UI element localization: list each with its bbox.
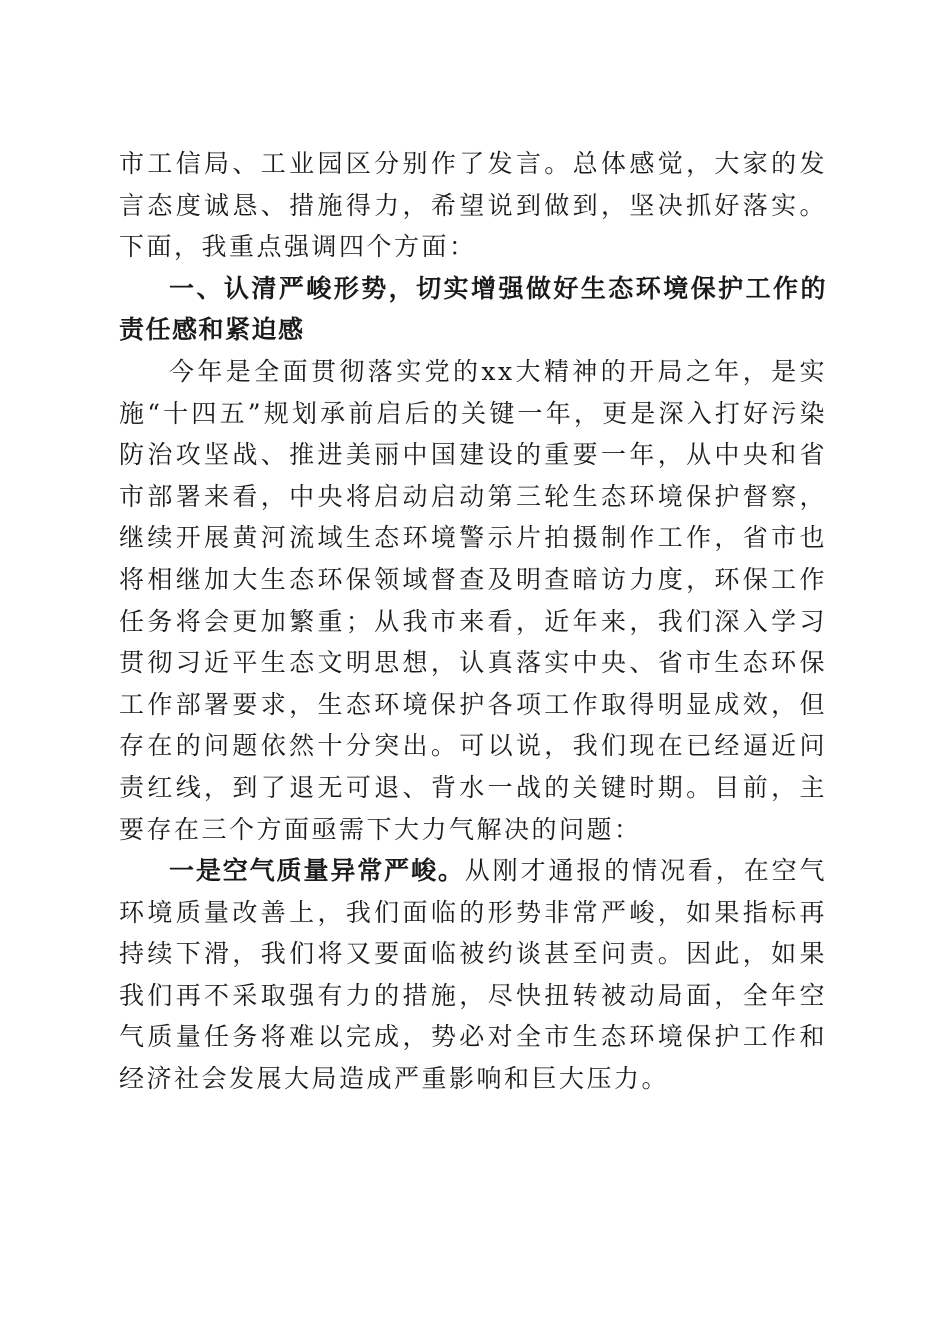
paragraph-opening: 市工信局、工业园区分别作了发言。总体感觉，大家的发言态度诚恳、措施得力，希望说到做到，坚决抓好落实。下面，我重点强调四个方面：: [119, 149, 827, 262]
paragraph-body-text: 从刚才通报的情况看，在空气环境质量改善上，我们面临的形势非常严峻，如果指标再持续下滑，我们将又要面临被约谈甚至问责。因此，如果我们再不采取强有力的措施，尽快扭转被动局面，全年空气质量任务将难以完成，势必对全市生态环境保护工作和经济社会发展大局造成严重影响和巨大压力。: [119, 856, 827, 1094]
document-body: [119, 143, 827, 1100]
paragraph-air-quality: [119, 850, 827, 1100]
paragraph-situation: 今年是全面贯彻落实党的xx大精神的开局之年，是实施“十四五”规划承前启后的关键一年，更是深入打好污染防治攻坚战、推进美丽中国建设的重要一年，从中央和省市部署来看，中央将启动启动第三轮生态环境保护督察，继续开展黄河流域生态环境警示片拍摄制作工作，省市也将相继加大生态环保领域督查及明查暗访力度，环保工作任务将会更加繁重；从我市来看，近年来，我们深入学习贯彻习近平生态文明思想，认真落实中央、省市生态环保工作部署要求，生态环境保护各项工作取得明显成效，但存在的问题依然十分突出。可以说，我们现在已经逼近问责红线，到了退无可退、背水一战的关键时期。目前，主要存在三个方面亟需下大力气解决的问题：: [119, 356, 827, 844]
section-heading: 一、认清严峻形势，切实增强做好生态环境保护工作的责任感和紧迫感: [119, 273, 827, 345]
paragraph-lead-phrase: 一是空气质量异常严峻。: [169, 856, 465, 886]
